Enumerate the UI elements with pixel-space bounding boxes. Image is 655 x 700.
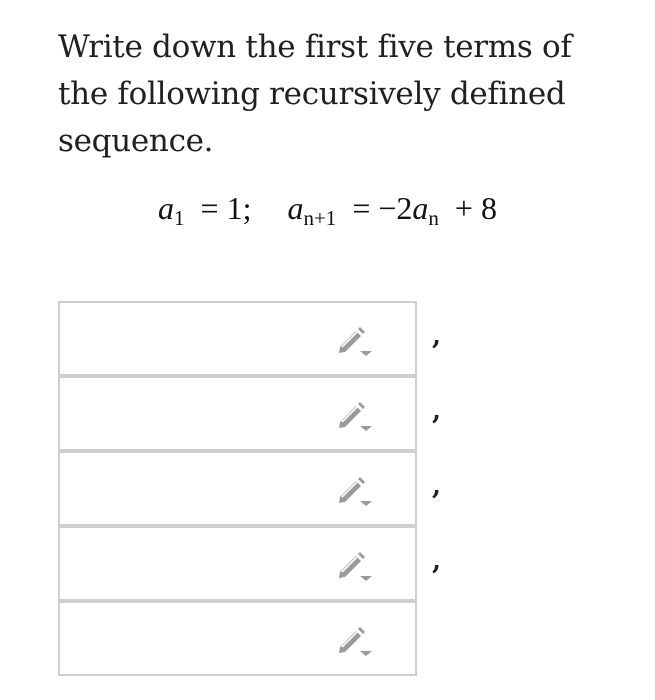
- an-symbol: a: [412, 190, 429, 226]
- answer-list: [58, 301, 442, 676]
- question-text: Write down the first five terms of the following recursively defined sequence.: [58, 29, 572, 159]
- pencil-edit-icon[interactable]: [336, 475, 374, 507]
- term-separator: ,: [432, 396, 442, 426]
- answer-row: [58, 301, 442, 376]
- an-subscript: n: [428, 206, 439, 230]
- term-separator: ,: [432, 546, 442, 576]
- answer-row: [58, 601, 417, 676]
- an1-symbol: a: [287, 190, 304, 226]
- a1-subscript: 1: [174, 206, 185, 230]
- a1-symbol: a: [158, 190, 175, 226]
- pencil-edit-icon[interactable]: [336, 400, 374, 432]
- answer-row: [58, 451, 442, 526]
- rhs-constant: + 8: [454, 190, 497, 226]
- pencil-edit-icon[interactable]: [336, 325, 374, 357]
- an1-subscript: n+1: [303, 206, 337, 230]
- rhs-coefficient: −2: [378, 190, 413, 226]
- answer-row: [58, 526, 442, 601]
- recursive-formula: [0, 190, 655, 230]
- term-separator: ,: [432, 471, 442, 501]
- pencil-edit-icon[interactable]: [336, 625, 374, 657]
- a1-equals: =: [200, 190, 219, 226]
- an1-equals: =: [352, 190, 371, 226]
- pencil-edit-icon[interactable]: [336, 550, 374, 582]
- a1-value: 1;: [226, 190, 252, 226]
- term-separator: ,: [432, 321, 442, 351]
- answer-row: [58, 376, 442, 451]
